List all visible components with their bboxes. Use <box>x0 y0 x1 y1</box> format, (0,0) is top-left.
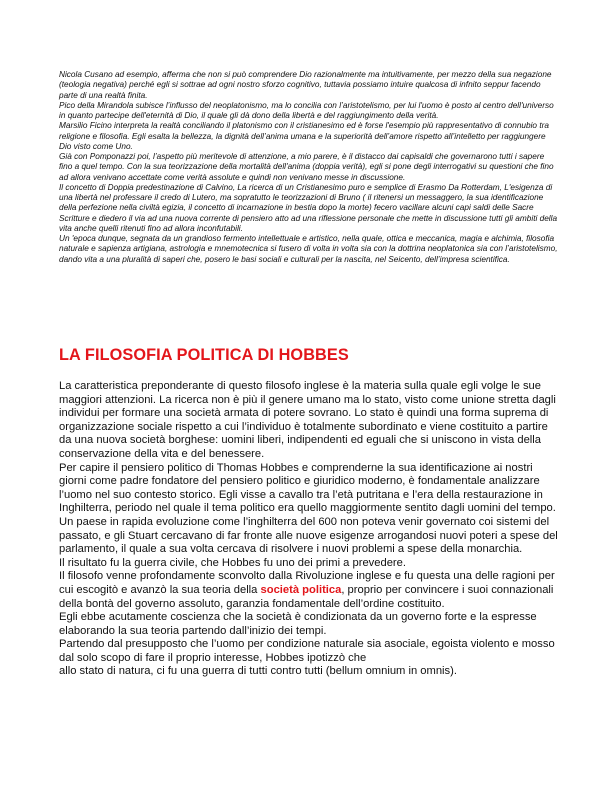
intro-paragraph-pomponazzi: Già con Pomponazzi poi, l’aspetto più meritevole di attenzione, a mio parere, è il distacco dai capisaldi che governarono tutti i sapere fino a quel tempo. Con la sua teorizzazione della mortalità dell'anima (doppia verità), egli si pone degli interrogativi su questioni che fino ad allora venivano accettate come verità assolute e quindi non venivano messe in discussione. <box>59 152 554 182</box>
highlighted-term: società politica <box>260 583 342 596</box>
intro-paragraph-calvino: Il concetto di Doppia predestinazione di Calvino, La ricerca di un Cristianesimo puro e semplice di Erasmo Da Rotterdam, L'esigenza di una libertà nel professare il credo di Lutero, ma sopratutto le teorizzazioni di Bruno ( il ritenersi un messaggero, la sua identificazione della perfezione nella civiltà egizia, il concetto di incarnazione in bestia dopo la morte) fecero vacillare alcuni capi saldi delle Sacre Scritture e diedero il via ad una nuova corrente di pensiero atto ad una riflessione personale che mette in discussione tutti gli ambiti della vita anche quelli ritenuti fino ad allora inconfutabili. <box>59 182 558 233</box>
body-paragraph: La caratteristica preponderante di questo filosofo inglese è la materia sulla quale egli volge le sue maggiori attenzioni. La ricerca non è più il genere umano ma lo stato, visto come unione stretta dagli individui per formare una società armata di potere sovrano. Lo stato è quindi una forma suprema di organizzazione sociale rispetto a cui l’individuo è totalmente subordinato e viene costituito a partire da una nuova società borghese: uomini liberi, indipendenti ed eguali che si uniscono in vista della conservazione della vita e del benessere. <box>59 380 556 460</box>
paragraph-text-after: , proprio per convincere i suoi connazionali della bontà del governo assoluto, garanzia fondamentale dell’ordine costituito. <box>59 583 554 610</box>
intro-paragraph-epoca: Un 'epoca dunque, segnata da un grandioso fermento intellettuale e artistico, nella quale, ottica e meccanica, magia e alchimia, filosofia naturale e sapienza artigiana, astrologia e mnemotecnica si fusero di volta in volta sia con la dottrina neoplatonica sia con l’aristotelismo, dando vita a una pluralità di saperi che, posero le basi sociali e culturali per la nascita, nel Seicento, dell’impresa scientifica. <box>59 234 558 264</box>
intro-section <box>59 70 559 265</box>
intro-paragraph-cusano: Nicola Cusano ad esempio, afferma che non si può comprendere Dio razionalmente ma intuitivamente, per mezzo della sua negazione (teologia negativa) perché egli si sottrae ad ogni nostro sforzo cognitivo, tuttavia possiamo intuire qualcosa di infnito seppur facendo parte di una realtà finita. <box>59 70 552 100</box>
body-paragraph-hobbes <box>59 570 559 611</box>
body-paragraph: Un paese in rapida evoluzione come l’inghilterra del 600 non poteva venir governato coi sistemi del passato, e gli Stuart cercavano di far fronte alle nuove esigenze arrogandosi nuovi poteri a spese del parlamento, il quale a sua volta cercava di risolvere i nuovi problemi a spese della monarchia. <box>59 515 558 556</box>
section-heading: LA FILOSOFIA POLITICA DI HOBBES <box>59 346 349 364</box>
intro-paragraph-ficino: Marsilio Ficino interpreta la realtà conciliando il platonismo con il cristianesimo ed è forse l'esempio più rappresentativo di connubio tra religione e filosofia. Egli esalta la bellezza, la dignità dell’anima umana e la superiorità dell’amore rispetto all’intelletto per raggiungere Dio visto come Uno. <box>59 121 549 151</box>
body-paragraph: Egli ebbe acutamente coscienza che la società è condizionata da un governo forte e la espresse elaborando la sua teoria partendo dall’inizio dei tempi. <box>59 611 537 637</box>
body-paragraph: allo stato di natura, ci fu una guerra di tutti contro tutti (bellum omnium in omnis). <box>59 665 457 678</box>
body-paragraph: Partendo dal presupposto che l’uomo per condizione naturale sia asociale, egoista violento e mosso dal solo scopo di fare il proprio interesse, Hobbes ipotizzò che <box>59 638 555 664</box>
paragraph-text-before: Il filosofo venne profondamente sconvolto dalla Rivoluzione inglese e fu questa una delle ragioni per cui escogitò e avanzò la sua teoria della <box>59 570 555 596</box>
intro-paragraph-pico: Pico della Mirandola subisce l’influsso del neoplatonismo, ma lo concilia con l’aristotelismo, per lui l'uomo è posto al centro dell'universo in quanto partecipe dell'eternità di Dio, il quale gli dà dono della libertà e del raggiungimento della verità. <box>59 100 554 120</box>
body-paragraph: Per capire il pensiero politico di Thomas Hobbes e comprenderne la sua identificazione ai nostri giorni come padre fondatore del pensiero politico e giuridico moderno, è fondamentale analizzare l’uomo nel suo contesto storico. Egli visse a cavallo tra l’età putritana e l’era della restaurazione in Inghilterra, periodo nel quale il tema politico era quello maggiormente sentito dagli uomini del tempo. <box>59 461 556 515</box>
hobbes-section-body <box>59 380 559 679</box>
body-paragraph: Il risultato fu la guerra civile, che Hobbes fu uno dei primi a prevedere. <box>59 556 406 569</box>
